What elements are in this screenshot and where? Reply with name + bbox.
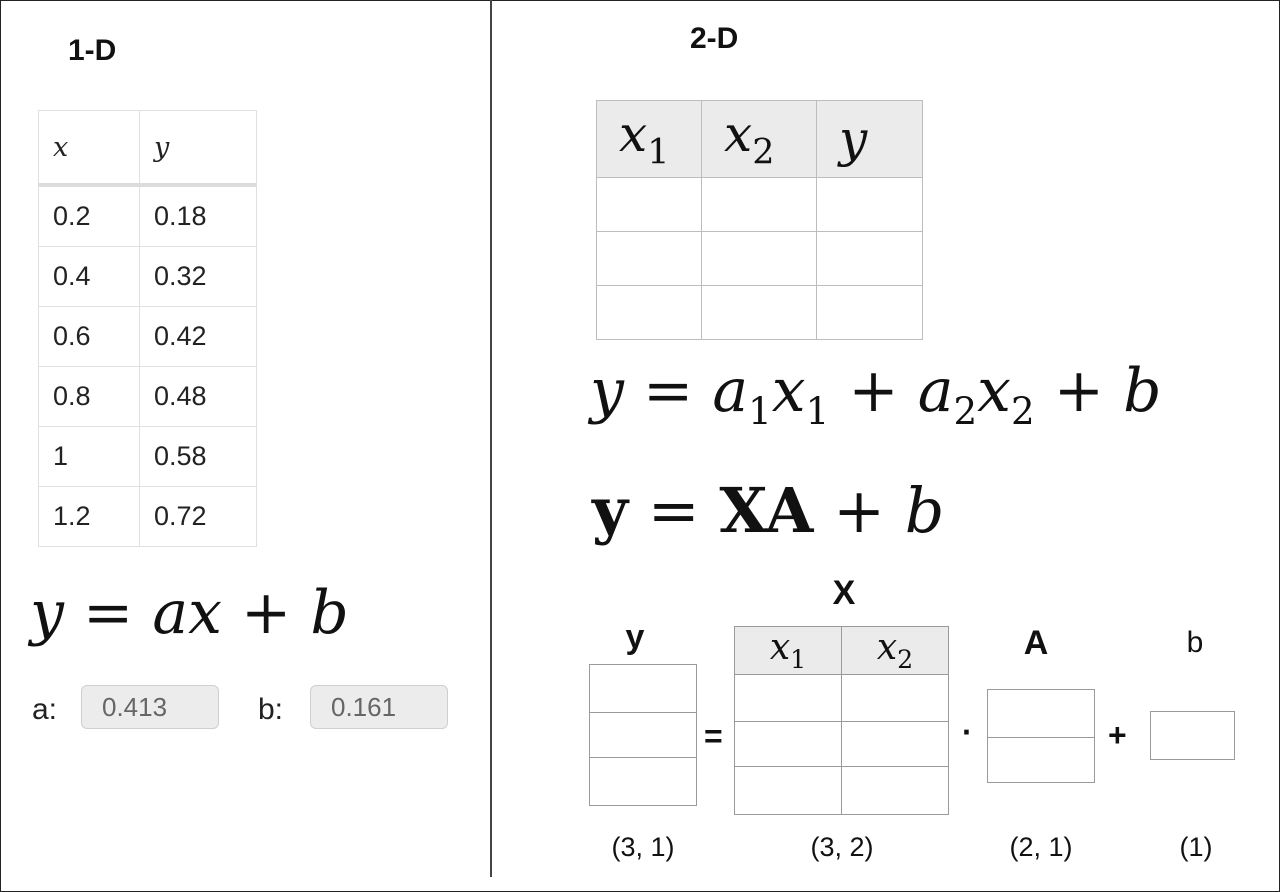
cell-x: 1.2 [39, 487, 140, 547]
cell-x: 0.6 [39, 307, 140, 367]
param-a-label: a: [32, 693, 58, 726]
table-row [39, 307, 257, 367]
table-body [39, 185, 257, 547]
cell-y: 0.18 [140, 185, 257, 247]
matrix-cell [590, 713, 697, 758]
table-row [39, 185, 257, 247]
cell-x: 0.4 [39, 247, 140, 307]
matrix-a [987, 689, 1095, 783]
matrix-header-x1: $x_1$ [735, 627, 842, 675]
data-table-2d [596, 100, 923, 340]
matrix-x [734, 626, 949, 815]
matrix-cell [735, 767, 842, 815]
param-b-field[interactable] [310, 685, 448, 729]
matrix-label-y: y [625, 618, 645, 656]
table-cell [702, 178, 817, 232]
cell-y: 0.58 [140, 427, 257, 487]
table-cell [597, 286, 702, 340]
dot-operator: · [962, 714, 973, 750]
equation-2d-matrix: y = XA + b [592, 474, 945, 547]
equation-2d-scalar: $y = a_1x_1 + a_2x_2 + b$ [590, 356, 1162, 434]
table-cell [702, 286, 817, 340]
table-row [39, 247, 257, 307]
table-row [39, 487, 257, 547]
matrix-cell [735, 722, 842, 767]
matrix-cell [1151, 712, 1235, 760]
column-header-x1: $x_1$ [597, 101, 702, 178]
cell-y: 0.42 [140, 307, 257, 367]
table-cell [597, 178, 702, 232]
matrix-cell [842, 675, 949, 722]
matrix-b [1150, 711, 1235, 760]
matrix-cell [988, 690, 1095, 738]
shape-label-a: (2, 1) [1009, 832, 1073, 862]
cell-y: 0.32 [140, 247, 257, 307]
column-header-x2: $x_2$ [702, 101, 817, 178]
equation-1d: y = ax + b [30, 578, 349, 648]
table-cell [597, 232, 702, 286]
cell-x: 0.8 [39, 367, 140, 427]
matrix-header-x2: $x_2$ [842, 627, 949, 675]
table-row [39, 427, 257, 487]
table-cell [817, 286, 923, 340]
equals-sign: = [704, 718, 723, 754]
panel-title-1d: 1-D [68, 34, 117, 67]
matrix-cell [988, 738, 1095, 783]
cell-y: 0.72 [140, 487, 257, 547]
matrix-cell [590, 758, 697, 806]
matrix-cell [590, 665, 697, 713]
data-table-1d [38, 110, 257, 547]
plus-sign: + [1108, 717, 1127, 753]
table-cell [817, 232, 923, 286]
table-cell [817, 178, 923, 232]
cell-x: 0.2 [39, 185, 140, 247]
matrix-label-a: A [1023, 624, 1049, 662]
table-row [597, 232, 923, 286]
shape-label-b: (1) [1179, 832, 1213, 862]
param-b-label: b: [258, 693, 284, 726]
matrix-label-b: b [1186, 626, 1204, 659]
cell-y: 0.48 [140, 367, 257, 427]
param-a-field[interactable] [81, 685, 219, 729]
panel-divider [490, 0, 492, 877]
matrix-label-x: X [832, 574, 856, 612]
shape-label-y: (3, 1) [611, 832, 675, 862]
matrix-cell [842, 767, 949, 815]
table-cell [702, 232, 817, 286]
table-row [597, 286, 923, 340]
column-header-y: y [140, 111, 257, 186]
column-header-y: y [817, 101, 923, 178]
matrix-y [589, 664, 697, 806]
table-row [597, 178, 923, 232]
panel-title-2d: 2-D [690, 22, 739, 55]
column-header-x: x [39, 111, 140, 186]
matrix-cell [842, 722, 949, 767]
matrix-cell [735, 675, 842, 722]
table-row [39, 367, 257, 427]
shape-label-x: (3, 2) [810, 832, 874, 862]
cell-x: 1 [39, 427, 140, 487]
